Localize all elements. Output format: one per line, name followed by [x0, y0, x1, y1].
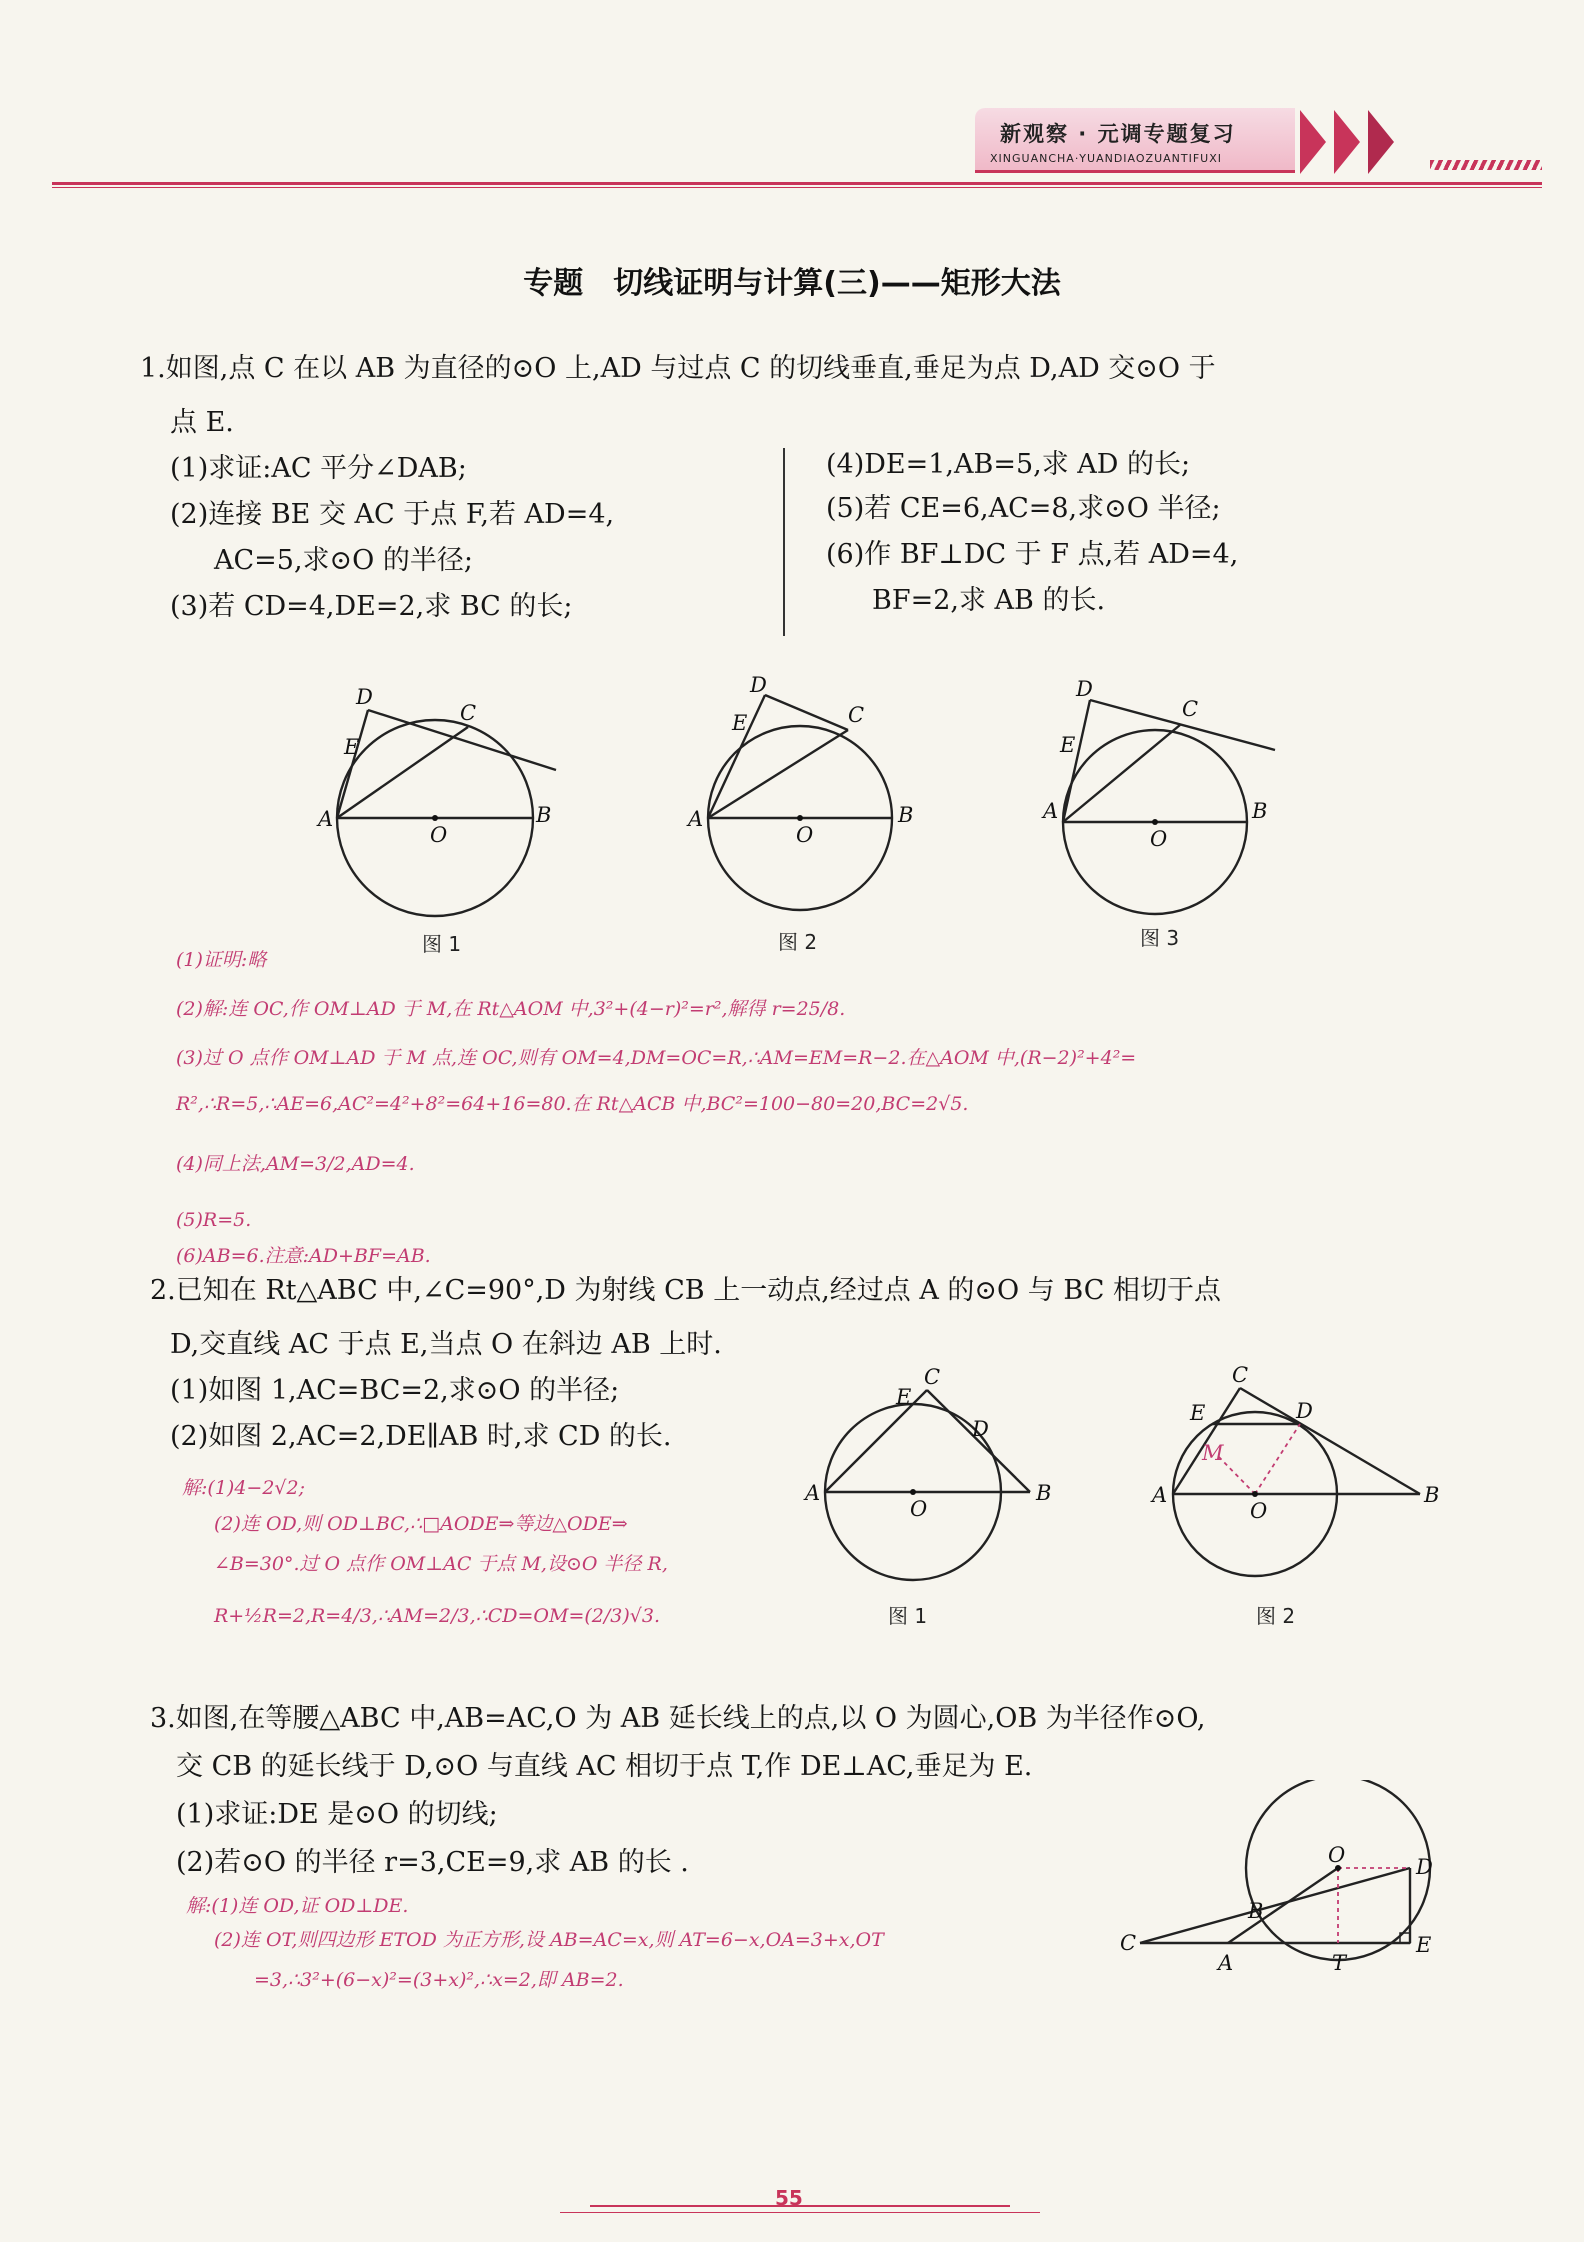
- answer-line: (2)连 OD,则 OD⊥BC,∴□AODE⇒等边△ODE⇒: [214, 1513, 628, 1535]
- label-D: D: [750, 673, 767, 697]
- label-E: E: [1190, 1401, 1206, 1425]
- label-M: M: [1202, 1441, 1224, 1465]
- label-O: O: [796, 823, 814, 847]
- problem1-part-1: (1)求证:AC 平分∠DAB;: [170, 453, 467, 484]
- answer-line: 解:(1)连 OD,证 OD⊥DE.: [186, 1895, 409, 1917]
- label-B: B: [1036, 1481, 1052, 1505]
- answer-line: R²,∴R=5,∴AE=6,AC²=4²+8²=64+16=80.在 Rt△ACB 中,BC²=100−80=20,BC=2√5.: [176, 1093, 969, 1115]
- problem3-stem-1: 3.如图,在等腰△ABC 中,AB=AC,O 为 AB 延长线上的点,以 O 为圆心,OB 为半径作⊙O,: [150, 1703, 1206, 1734]
- answer-line: (2)解:连 OC,作 OM⊥AD 于 M,在 Rt△AOM 中,3²+(4−r)²=r²,解得 r=25/8.: [176, 998, 846, 1020]
- answer-line: (5)R=5.: [176, 1209, 252, 1231]
- label-D: D: [356, 685, 373, 709]
- label-E: E: [1416, 1933, 1432, 1957]
- label-B: B: [1424, 1483, 1440, 1507]
- problem1-part-6: (6)作 BF⊥DC 于 F 点,若 AD=4,: [826, 539, 1239, 570]
- problem1-part-2: (2)连接 BE 交 AC 于点 F,若 AD=4,: [170, 499, 615, 530]
- label-A: A: [1043, 799, 1059, 823]
- column-divider: [783, 448, 785, 636]
- label-O: O: [1250, 1499, 1268, 1523]
- label-A: A: [688, 807, 704, 831]
- label-C: C: [924, 1365, 941, 1389]
- label-E: E: [1060, 733, 1076, 757]
- label-D: D: [1296, 1399, 1313, 1423]
- label-O: O: [910, 1497, 928, 1521]
- fig-caption-2: 图 2: [1256, 1604, 1296, 1628]
- label-A: A: [1152, 1483, 1168, 1507]
- header-stripes: [1430, 160, 1542, 170]
- label-D: D: [1416, 1855, 1433, 1879]
- label-B: B: [1248, 1899, 1264, 1923]
- fig-caption-1: 图 1: [422, 932, 462, 956]
- fig-caption-3: 图 3: [1140, 926, 1180, 950]
- label-B: B: [536, 803, 552, 827]
- problem3-stem-2: 交 CB 的延长线于 D,⊙O 与直线 AC 相切于点 T,作 DE⊥AC,垂足为 E.: [176, 1751, 1033, 1782]
- label-C: C: [460, 701, 477, 725]
- label-A: A: [318, 807, 334, 831]
- label-A: A: [805, 1481, 821, 1505]
- problem1-part-5: (5)若 CE=6,AC=8,求⊙O 半径;: [826, 493, 1221, 524]
- answer-line: (2)连 OT,则四边形 ETOD 为正方形,设 AB=AC=x,则 AT=6−x,OA=3+x,OT: [214, 1929, 884, 1951]
- header-subtitle: XINGUANCHA·YUANDIAOZUANTIFUXI: [990, 152, 1223, 165]
- problem3-part-1: (1)求证:DE 是⊙O 的切线;: [176, 1799, 498, 1830]
- problem1-stem-2: 点 E.: [170, 407, 234, 438]
- label-O: O: [1150, 827, 1168, 851]
- problem1-stem-1: 1.如图,点 C 在以 AB 为直径的⊙O 上,AD 与过点 C 的切线垂直,垂足为点 D,AD 交⊙O 于: [140, 353, 1216, 384]
- chevron-icon: [1368, 110, 1394, 174]
- problem3-part-2: (2)若⊙O 的半径 r=3,CE=9,求 AB 的长 .: [176, 1847, 689, 1878]
- answer-line: ∠B=30°.过 O 点作 OM⊥AC 于点 M,设⊙O 半径 R,: [214, 1553, 668, 1575]
- answer-line: (1)证明:略: [176, 949, 267, 971]
- page-title: 专题 切线证明与计算(三)——矩形大法: [523, 266, 1061, 301]
- header-rule: [52, 182, 1542, 185]
- label-B: B: [898, 803, 914, 827]
- label-C: C: [1120, 1931, 1137, 1955]
- header-title: 新观察 · 元调专题复习: [1000, 122, 1236, 146]
- problem1-part-4: (4)DE=1,AB=5,求 AD 的长;: [826, 449, 1191, 480]
- fig-caption-1: 图 1: [888, 1604, 928, 1628]
- label-E: E: [344, 735, 360, 759]
- label-E: E: [896, 1385, 912, 1409]
- label-B: B: [1252, 799, 1268, 823]
- label-E: E: [732, 711, 748, 735]
- label-A: A: [1218, 1951, 1234, 1975]
- page-number: 55: [775, 2186, 803, 2210]
- answer-line: R+½R=2,R=4/3,∴AM=2/3,∴CD=OM=(2/3)√3.: [214, 1605, 661, 1627]
- label-O: O: [430, 823, 448, 847]
- problem2-part-1: (1)如图 1,AC=BC=2,求⊙O 的半径;: [170, 1375, 620, 1406]
- header-rule-thin: [52, 187, 1542, 188]
- label-C: C: [1232, 1363, 1249, 1387]
- chevron-icon: [1300, 110, 1326, 174]
- problem2-part-2: (2)如图 2,AC=2,DE∥AB 时,求 CD 的长.: [170, 1421, 672, 1452]
- fig-caption-2: 图 2: [778, 930, 818, 954]
- problem1-part-6b: BF=2,求 AB 的长.: [872, 585, 1106, 616]
- label-D: D: [972, 1417, 989, 1441]
- answer-line: =3,∴3²+(6−x)²=(3+x)²,∴x=2,即 AB=2.: [254, 1969, 624, 1991]
- label-T: T: [1332, 1951, 1347, 1975]
- problem3-figure: [1120, 1780, 1460, 1980]
- label-C: C: [1182, 697, 1199, 721]
- problem2-figures: [800, 1360, 1450, 1610]
- label-D: D: [1076, 677, 1093, 701]
- answer-line: 解:(1)4−2√2;: [182, 1477, 306, 1499]
- problem1-part-3: (3)若 CD=4,DE=2,求 BC 的长;: [170, 591, 573, 622]
- footer-rule-thin: [560, 2212, 1040, 2213]
- problem1-part-2b: AC=5,求⊙O 的半径;: [214, 545, 473, 576]
- answer-line: (4)同上法,AM=3/2,AD=4.: [176, 1153, 415, 1175]
- problem2-stem-2: D,交直线 AC 于点 E,当点 O 在斜边 AB 上时.: [170, 1329, 722, 1360]
- label-C: C: [848, 703, 865, 727]
- answer-line: (3)过 O 点作 OM⊥AD 于 M 点,连 OC,则有 OM=4,DM=OC=R,∴AM=EM=R−2.在△AOM 中,(R−2)²+4²=: [176, 1047, 1137, 1069]
- answer-line: (6)AB=6.注意:AD+BF=AB.: [176, 1245, 431, 1267]
- label-O: O: [1328, 1843, 1346, 1867]
- chevron-icon: [1334, 110, 1360, 174]
- problem2-stem-1: 2.已知在 Rt△ABC 中,∠C=90°,D 为射线 CB 上一动点,经过点 A 的⊙O 与 BC 相切于点: [150, 1275, 1221, 1306]
